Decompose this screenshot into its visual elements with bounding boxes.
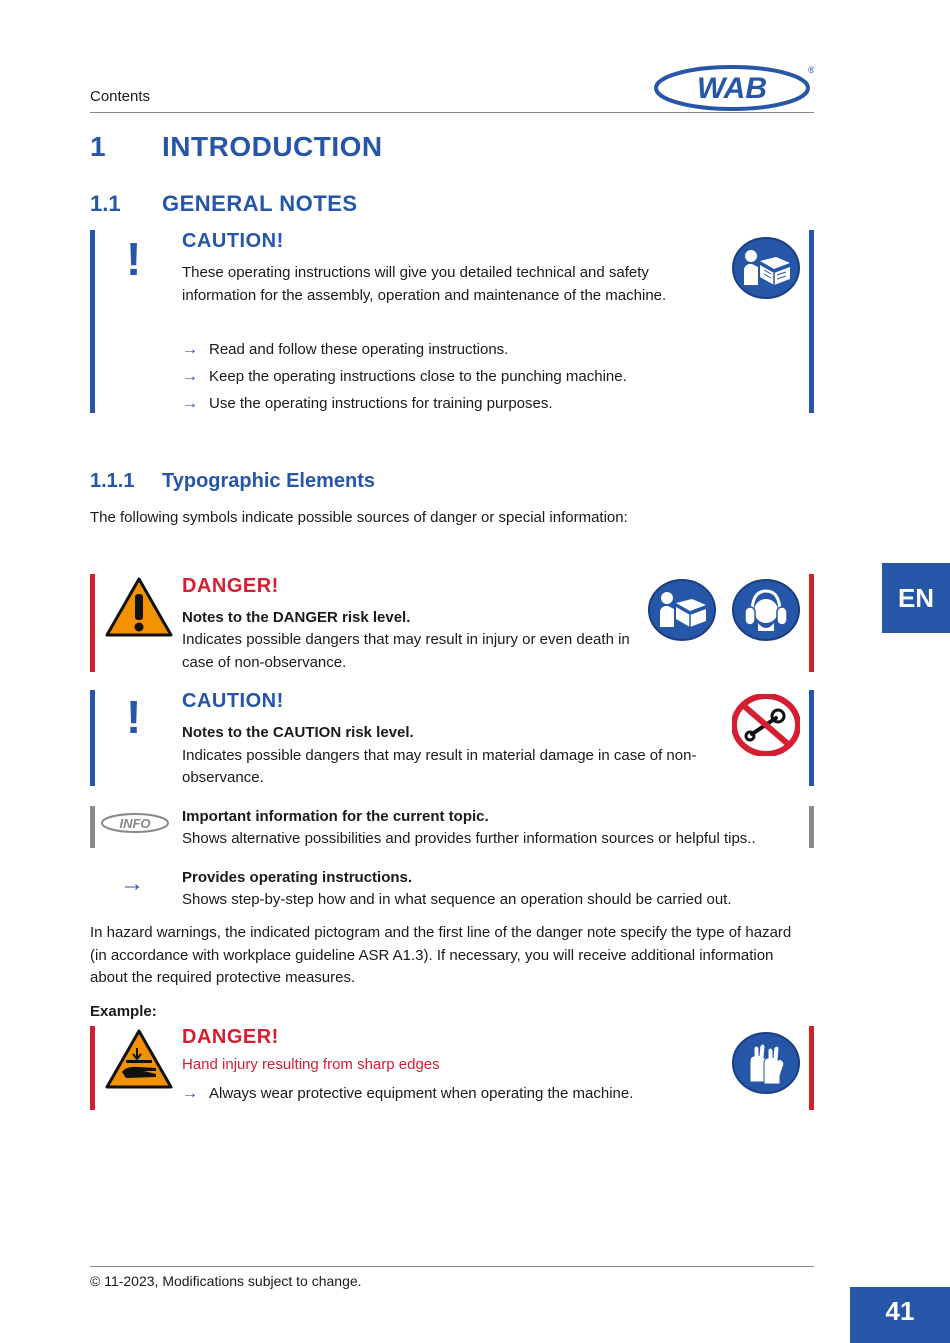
caution-example-right-bar <box>809 690 814 786</box>
example-hazard-line: Hand injury resulting from sharp edges <box>182 1056 440 1073</box>
subsection-number: 1.1.1 <box>90 470 135 492</box>
danger-text-line-1: Indicates possible dangers that may result in injury or even death in <box>182 631 630 648</box>
info-badge-icon <box>100 812 170 834</box>
read-manual-icon <box>648 579 716 641</box>
exclamation-icon: ! <box>126 233 142 285</box>
danger-text-line-2: case of non-observance. <box>182 654 347 671</box>
header-rule <box>90 112 814 113</box>
page-number: 41 <box>850 1287 950 1343</box>
logo-text: WAB <box>697 72 767 105</box>
example-heading: DANGER! <box>182 1026 279 1048</box>
example-left-bar <box>90 1026 95 1110</box>
wear-gloves-icon <box>732 1032 800 1094</box>
caution-box-right-bar <box>809 230 814 413</box>
info-right-bar <box>809 806 814 848</box>
caution-example-left-bar <box>90 690 95 786</box>
caution-example-text-line-1: Indicates possible dangers that may result in material damage in case of non- <box>182 747 697 764</box>
language-tab: EN <box>882 563 950 633</box>
list-item: → Read and follow these operating instructions. <box>182 336 508 363</box>
info-subtitle: Important information for the current topic. <box>182 808 489 825</box>
svg-text:INFO: INFO <box>119 816 151 831</box>
arrow-icon: → <box>182 368 198 385</box>
caution-example-text-line-2: observance. <box>182 769 264 786</box>
exclamation-icon: ! <box>126 691 142 743</box>
caution-heading: CAUTION! <box>182 230 284 252</box>
example-label: Example: <box>90 1003 157 1020</box>
section-title: GENERAL NOTES <box>162 191 358 216</box>
hand-injury-warning-icon <box>104 1028 174 1090</box>
info-text: Shows alternative possibilities and provides further information sources or helpful tips.. <box>182 830 756 847</box>
list-item: → Use the operating instructions for training purposes. <box>182 390 553 417</box>
chapter-number: 1 <box>90 131 106 162</box>
caution-example-heading: CAUTION! <box>182 690 284 712</box>
caution-text-line-2: information for the assembly, operation and maintenance of the machine. <box>182 287 667 304</box>
hazard-paragraph-line-2: (in accordance with workplace guideline ASR A1.3). If necessary, you will receive additional information <box>90 947 774 964</box>
caution-example-subtitle: Notes to the CAUTION risk level. <box>182 724 414 741</box>
arrow-icon: → <box>120 870 144 897</box>
hazard-paragraph-line-1: In hazard warnings, the indicated pictogram and the first line of the danger note specify the type of hazard <box>90 924 792 941</box>
footer-rule <box>90 1266 814 1267</box>
ear-protection-icon <box>732 579 800 641</box>
instruction-subtitle: Provides operating instructions. <box>182 869 413 886</box>
section-number: 1.1 <box>90 191 121 216</box>
subsection-title: Typographic Elements <box>162 470 376 492</box>
caution-box-left-bar <box>90 230 95 413</box>
caution-text-line-1: These operating instructions will give you detailed technical and safety <box>182 264 649 281</box>
chapter-title: INTRODUCTION <box>162 131 383 162</box>
list-item: → Always wear protective equipment when operating the machine. <box>182 1080 633 1107</box>
danger-box-right-bar <box>809 574 814 672</box>
hazard-paragraph-line-3: about the required protective measures. <box>90 969 356 986</box>
subsection-intro: The following symbols indicate possible sources of danger or special information: <box>90 509 628 526</box>
wab-logo <box>654 62 814 114</box>
footer-copyright: © 11-2023, Modifications subject to change. <box>90 1273 362 1289</box>
warning-triangle-icon <box>104 576 174 638</box>
read-manual-icon <box>732 237 800 299</box>
info-left-bar <box>90 806 95 848</box>
arrow-icon: → <box>182 1085 198 1102</box>
danger-box-left-bar <box>90 574 95 672</box>
no-tools-prohibition-icon <box>732 694 800 756</box>
danger-heading: DANGER! <box>182 575 279 597</box>
example-right-bar <box>809 1026 814 1110</box>
header-section-label: Contents <box>90 88 151 105</box>
logo-registered-mark: ® <box>808 65 814 75</box>
danger-subtitle: Notes to the DANGER risk level. <box>182 609 411 626</box>
arrow-icon: → <box>182 341 198 358</box>
arrow-icon: → <box>182 395 198 412</box>
instruction-text: Shows step-by-step how and in what sequence an operation should be carried out. <box>182 891 732 908</box>
list-item: → Keep the operating instructions close to the punching machine. <box>182 363 627 390</box>
